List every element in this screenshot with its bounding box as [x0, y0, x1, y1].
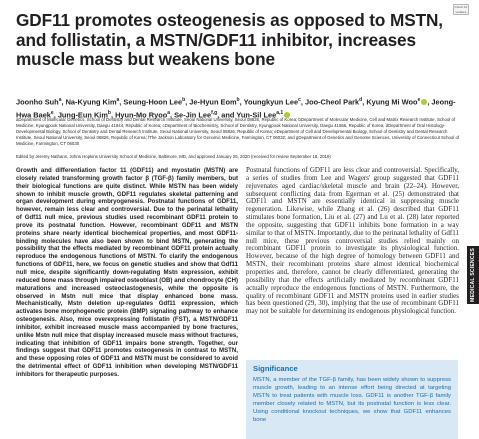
author-name[interactable]: Joonho Suh	[16, 97, 59, 107]
edited-by-note: Edited by Jeremy Nathans, Johns Hopkins University School of Medicine, Baltimore, MD, and approved January 25, 2020 (received for review September 18, 2019)	[16, 154, 331, 159]
author-name[interactable]: Hyun-Mo Ryoo	[115, 110, 168, 120]
author-separator: ,	[362, 97, 367, 107]
author-affiliation-marker: b	[236, 97, 240, 103]
check-for-updates-icon[interactable]: Check for updates	[454, 5, 468, 14]
author-separator: ,	[61, 97, 66, 107]
author-name[interactable]: Jeong-Hwa Baek	[16, 97, 456, 120]
section-side-tab-label: MEDICAL SCIENCES	[470, 248, 476, 302]
author-separator: , and	[217, 110, 237, 120]
author-separator: ,	[170, 110, 175, 120]
author-affiliation-marker: a	[116, 97, 120, 103]
author-separator: ,	[53, 110, 58, 120]
author-name[interactable]: Yun-Sil Lee	[236, 110, 277, 120]
author-affiliation-marker: b	[182, 97, 186, 103]
author-name[interactable]: Na-Kyung Kim	[65, 97, 117, 107]
author-separator: ,	[300, 97, 305, 107]
author-separator: ,	[427, 97, 432, 107]
section-side-tab	[467, 246, 479, 304]
author-separator: ,	[119, 97, 124, 107]
author-separator: ,	[185, 97, 190, 107]
author-separator: ,	[110, 110, 116, 120]
author-affiliation-marker: e	[417, 97, 421, 103]
author-affiliation-marker: a	[58, 97, 62, 103]
significance-title: Significance	[253, 364, 298, 373]
author-name[interactable]: Je-Hyun Eom	[189, 97, 237, 107]
author-name[interactable]: Joo-Cheol Park	[304, 97, 360, 107]
significance-text: MSTN, a member of the TGF-β family, has been widely shown to suppress muscle growth, leading to an intense effort being directed at targeting MSTN to treat patients with muscle loss. GDF11 is another TGF-β family member closely related to MSTN, but its postnatal function is less clear. Using conditional knockout techniques, we show that GDF11 enhances bone	[253, 377, 451, 423]
significance-box	[246, 360, 458, 439]
abstract: Growth and differentiation factor 11 (GDF11) and myostatin (MSTN) are closely related transforming growth factor β (TGF-β) family members, but their biological functions are quite distinct. While MSTN has been widely shown to inhibit muscle growth, GDF11 regulates skeletal patterning and organ development during embryogenesis. Postnatal functions of GDF11, however, remain less clear and controversial. Due to the perinatal lethality of Gdf11 null mice, previous studies used recombinant GDF11 protein to prove its postnatal function. However, recombinant GDF11 and MSTN proteins share nearly identical biochemical properties, and most GDF11-binding molecules have also been shown to bind MSTN, generating the possibility that the effects mediated by recombinant GDF11 protein actually reproduce the endogenous functions of MSTN. To clarify the endogenous functions of GDF11, here, we focus on genetic studies and show that Gdf11 null mice, despite significantly down-regulating Mstn expression, exhibit reduced bone mass through impaired osteoblast (OB) and chondrocyte (CH) maturations and increased osteoclastogenesis, while the opposite is observed in Mstn null mice that display enhanced bone mass. Mechanistically, Mstn deletion up-regulates Gdf11 expression, which activates bone morphogenetic protein (BMP) signaling pathway to enhance osteogenesis. Also, mice overexpressing follistatin (FST), a MSTN/GDF11 inhibitor, exhibit increased muscle mass accompanied by bone fractures, unlike Mstn null mice that display increased muscle mass without fractures, indicating that inhibition of GDF11 impairs bone strength. Together, our findings suggest that GDF11 promotes osteogenesis in contrast to MSTN, and these opposing roles of GDF11 and MSTN must be considered to avoid the detrimental effect of GDF11 inhibition when developing MSTN/GDF11 inhibitors for therapeutic purposes.	[16, 167, 238, 378]
author-affiliation-marker: a,1	[276, 109, 284, 116]
article-title: GDF11 promotes osteogenesis as opposed to MSTN, and follistatin, a MSTN/GDF11 inhibitor, increases muscle mass but weakens bone	[16, 10, 443, 70]
author-name[interactable]: Se-Jin Lee	[174, 110, 212, 120]
author-affiliation-marker: b	[107, 109, 111, 116]
author-separator: ,	[239, 97, 244, 107]
author-name[interactable]: Seung-Hoon Lee	[123, 97, 183, 107]
author-affiliation-marker: a	[167, 109, 170, 116]
introduction-paragraph: Postnatal functions of GDF11 are less clear and controversial. Specifically, a series of studies from Lee and Wagers' group suggested that GDF11 rejuvenates aged cardiac/skeletal muscle and brain (22–24). However, subsequent conflicting data from Egerman et al. (25) demonstrated that GDF11 and MSTN are essentially identical in suppressing muscle regeneration. Likewise, while Zhang et al. (26) described that GDF11 stimulates bone formation, Liu et al. (27) and Lu et al. (28) later reported the opposite, suggesting that GDF11 inhibits bone formation in a way similar to that of MSTN. Importantly, due to the perinatal lethality of Gdf11 null mice, these previous controversial studies relied mainly on recombinant GDF11 protein to investigate its physiological function. However, because of the high degree of homology between GDF11 and MSTN, their recombinant proteins share almost identical biochemical properties and, therefore, cannot be clearly differentiated, generating the possibility that the effects artificially mediated by recombinant GDF11 actually reproduce the endogenous functions of MSTN. Furthermore, the quality of recombinant GDF11 and MSTN proteins used in earlier studies has been questioned (29, 30), implying that the use of recombinant GDF11 may not be suitable for determining its endogenous physiological function.	[246, 166, 459, 316]
author-name[interactable]: Youngkyun Lee	[243, 97, 299, 107]
author-affiliation-marker: f,g	[211, 109, 218, 116]
author-affiliation-marker: e	[50, 109, 54, 116]
author-affiliation-marker: c	[298, 97, 301, 103]
author-name[interactable]: Jung-Eun Kim	[57, 110, 108, 120]
author-name[interactable]: Kyung Mi Woo	[366, 97, 418, 107]
affiliations: aDepartment of Molecular Genetics, School of Dentistry and Dental Research Institute, Seoul National University, Seoul 08826, Republic of Korea; bDepartment of Molecular Medicine, Cell and Matrix Research Institute, School of Medicine, Kyungpook National University, Daegu 41944, Republic of Korea; cDepartment of Biochemistry, School of Dentistry, Kyungpook National University, Daegu 41566, Republic of Korea; dDepartment of Oral Histology-Developmental Biology, School of Dentistry and Dental Research Institute, Seoul National University, Seoul 08826, Republic of Korea; eDepartment of Cell and Developmental Biology, School of Dentistry and Dental Research Institute, Seoul National University, Seoul 08826, Republic of Korea; fThe Jackson Laboratory for Genomic Medicine, Farmington, CT 06032; and gDepartment of Genetics and Genome Sciences, University of Connecticut School of Medicine, Farmington, CT 06030	[16, 117, 460, 146]
author-affiliation-marker: d	[359, 97, 363, 103]
